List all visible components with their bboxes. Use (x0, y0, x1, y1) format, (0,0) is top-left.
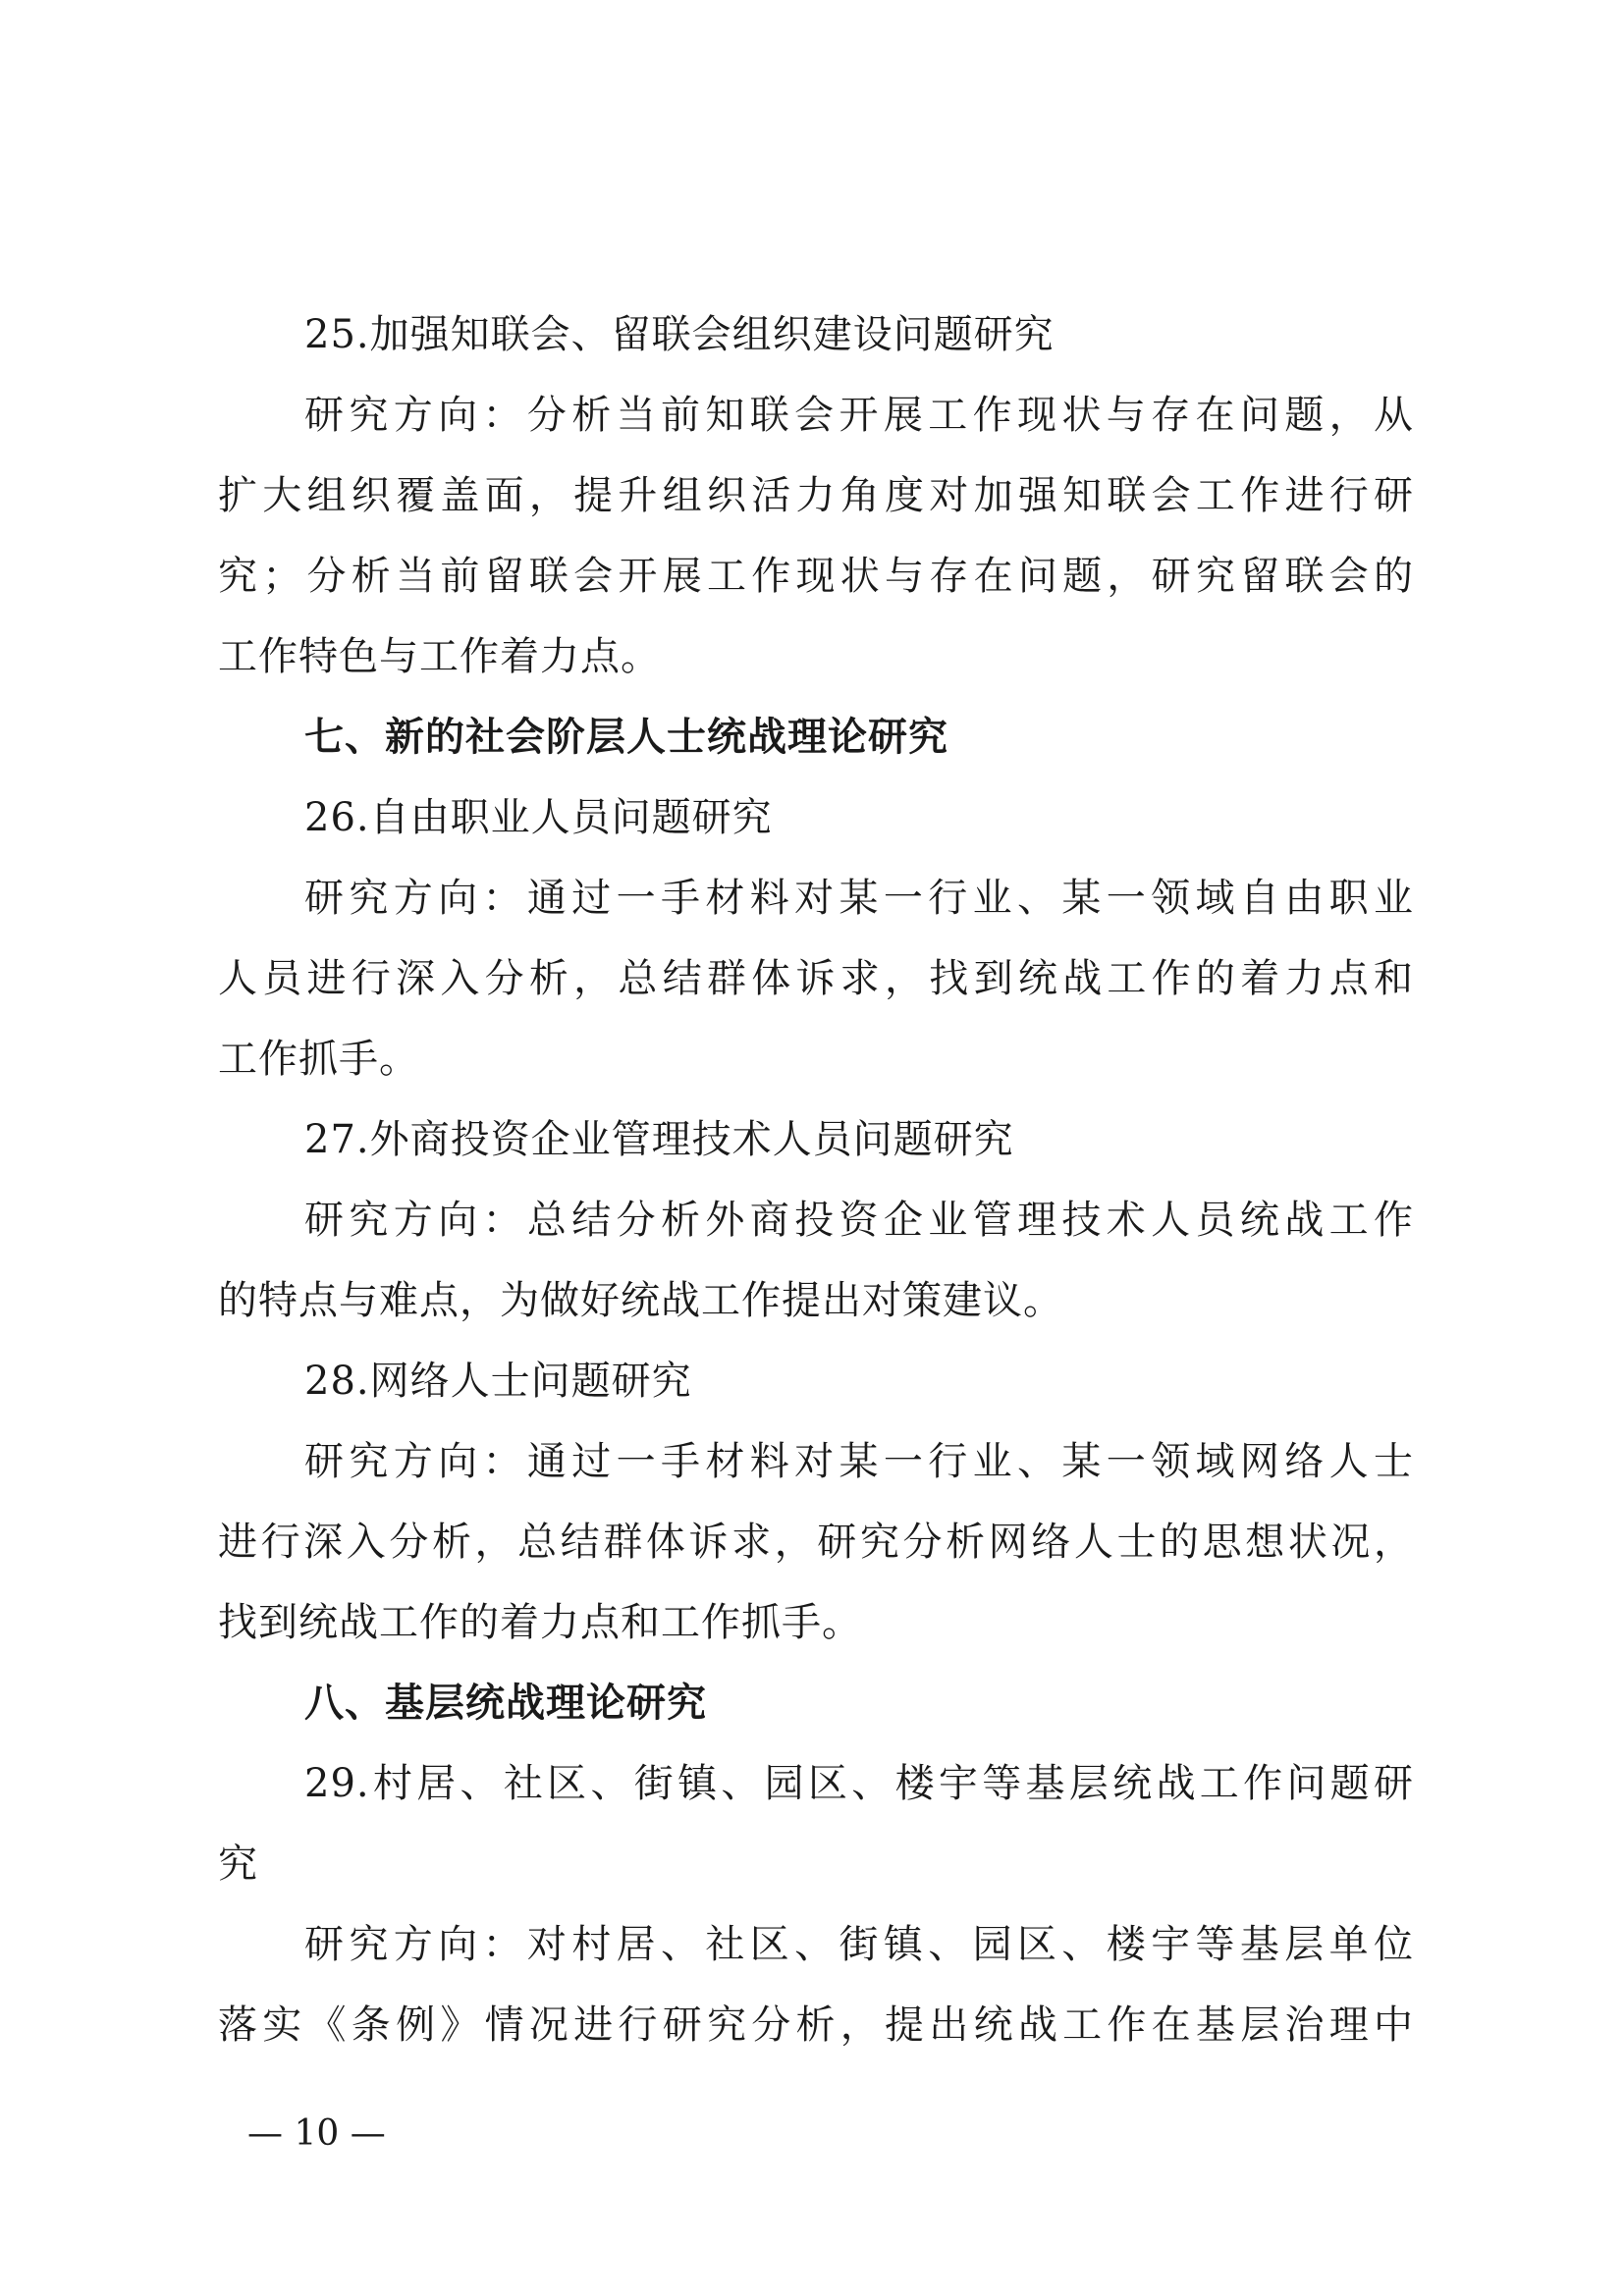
topic-28-direction-line-2: 进行深入分析，总结群体诉求，研究分析网络人士的思想状况， (218, 1520, 1414, 1565)
topic-26-direction-line-3: 工作抓手。 (218, 1037, 419, 1082)
topic-25-direction-line-3: 究；分析当前留联会开展工作现状与存在问题，研究留联会的 (218, 554, 1414, 599)
section-7-heading: 七、新的社会阶层人士统战理论研究 (304, 715, 948, 760)
topic-28-direction-line-3: 找到统战工作的着力点和工作抓手。 (218, 1600, 862, 1645)
topic-29-direction-line-1: 研究方向：对村居、社区、街镇、园区、楼宇等基层单位 (304, 1922, 1414, 1967)
topic-27-title: 27.外商投资企业管理技术人员问题研究 (304, 1117, 1014, 1162)
topic-25-direction-line-1: 研究方向：分析当前知联会开展工作现状与存在问题，从 (304, 393, 1414, 438)
topic-29-title-line-2: 究 (218, 1842, 258, 1887)
section-8-heading: 八、基层统战理论研究 (304, 1681, 707, 1726)
topic-26-direction-line-2: 人员进行深入分析，总结群体诉求，找到统战工作的着力点和 (218, 956, 1414, 1001)
topic-28-direction-line-1: 研究方向：通过一手材料对某一行业、某一领域网络人士 (304, 1439, 1414, 1484)
topic-25-direction-line-2: 扩大组织覆盖面，提升组织活力角度对加强知联会工作进行研 (218, 473, 1414, 518)
topic-25-direction-line-4: 工作特色与工作着力点。 (218, 634, 661, 679)
topic-29-direction-line-2: 落实《条例》情况进行研究分析，提出统战工作在基层治理中 (218, 2002, 1414, 2048)
topic-26-title: 26.自由职业人员问题研究 (304, 795, 773, 840)
document-body (218, 294, 1414, 2065)
topic-28-title: 28.网络人士问题研究 (304, 1359, 692, 1404)
topic-29-title-line-1: 29.村居、社区、街镇、园区、楼宇等基层统战工作问题研 (304, 1761, 1414, 1806)
topic-27-direction-line-1: 研究方向：总结分析外商投资企业管理技术人员统战工作 (304, 1198, 1414, 1243)
page-number: — 10 — (247, 2113, 386, 2154)
topic-26-direction-line-1: 研究方向：通过一手材料对某一行业、某一领域自由职业 (304, 876, 1414, 921)
topic-27-direction-line-2: 的特点与难点，为做好统战工作提出对策建议。 (218, 1278, 1063, 1323)
topic-25-title: 25.加强知联会、留联会组织建设问题研究 (304, 312, 1055, 357)
